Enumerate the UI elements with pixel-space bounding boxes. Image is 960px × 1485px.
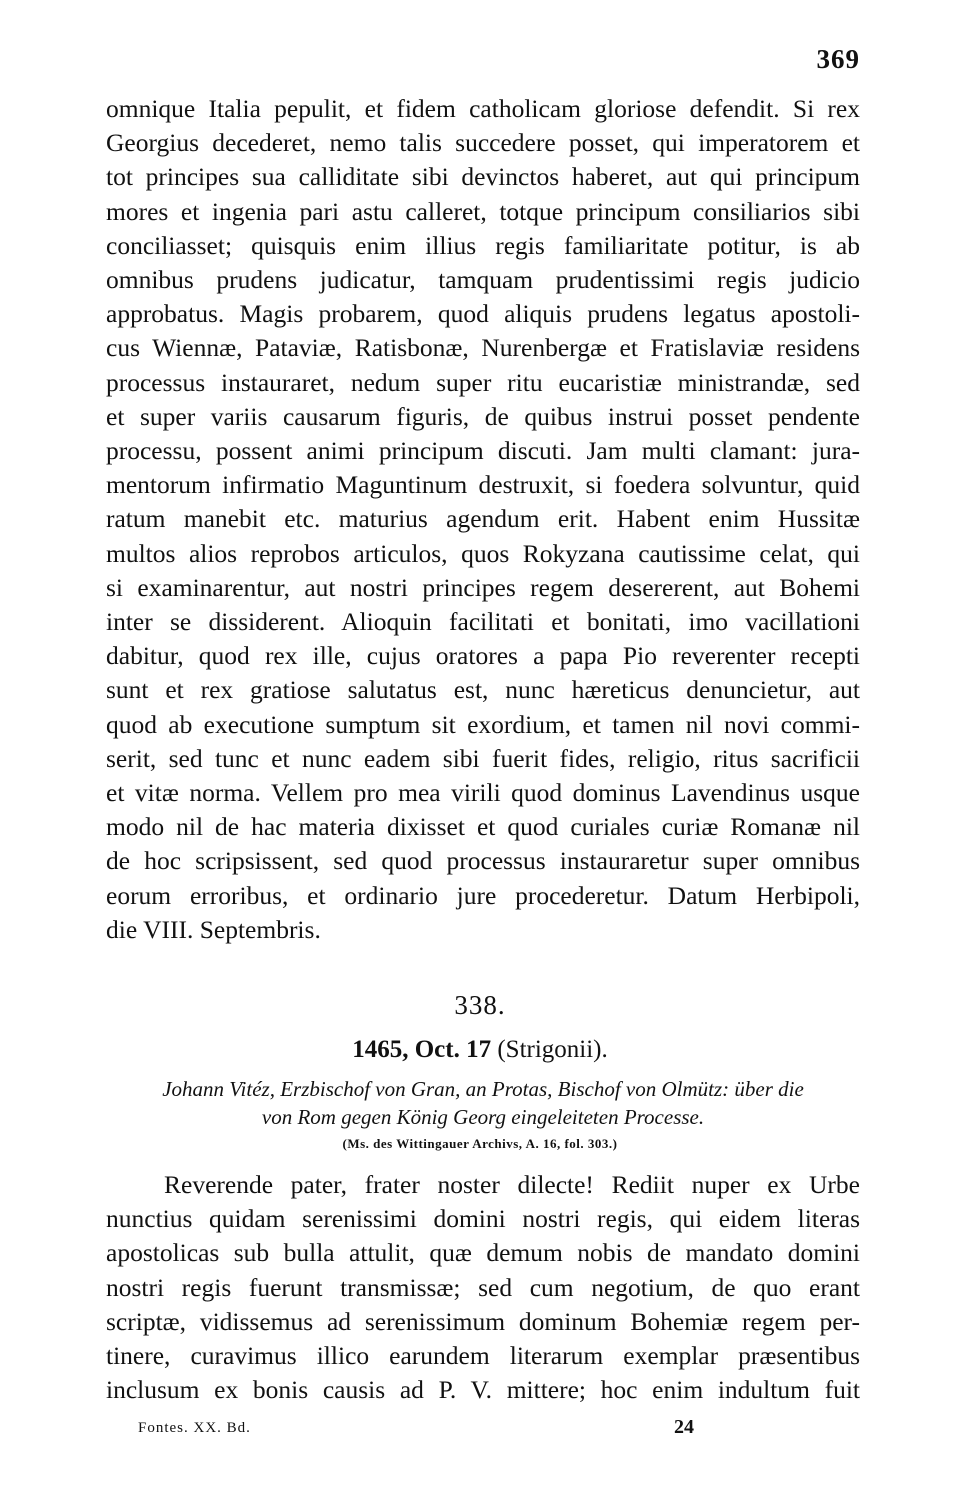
text-line: approbatus. Magis probarem, quod aliquis prudens legatus apostoli- — [106, 299, 860, 329]
footer-signature: Fontes. XX. Bd. — [138, 1420, 251, 1436]
text-line: serit, sed tunc et nunc eadem sibi fuerit fides, religio, ritus sacrificii — [106, 743, 860, 773]
text-line: nunctius quidam serenissimi domini nostri regis, qui eidem literas — [106, 1204, 860, 1234]
text-line: inclusum ex bonis causis ad P. V. mittere; hoc enim indultum fuit — [106, 1375, 860, 1405]
text-line: Reverende pater, frater noster dilecte! Rediit nuper ex Urbe — [164, 1170, 860, 1199]
text-line: ratum manebit etc. maturius agendum erit. Habent enim Hussitæ — [106, 504, 860, 534]
text-line: tinere, curavimus illico earundem literarum exemplar præsentibus — [106, 1341, 860, 1371]
text-line: dabitur, quod rex ille, cujus oratores a papa Pio reverenter recepti — [106, 641, 860, 671]
text-line: Georgius decederet, nemo talis succedere posset, qui imperatorem et — [106, 128, 860, 158]
text-line: inter se dissiderent. Alioquin facilitati et bonitati, imo vacillationi — [106, 607, 860, 637]
source-note: (Ms. des Wittingauer Archivs, A. 16, fol. 303.) — [342, 1136, 618, 1151]
text-line: mentorum infirmatio Maguntinum destruxit, si foedera solvuntur, quid — [106, 470, 860, 500]
continued-paragraph — [106, 92, 860, 947]
text-line: omnibus prudens judicatur, tamquam prudentissimi regis judicio — [106, 265, 860, 295]
text-line: si examinarentur, aut nostri principes regem desererent, aut Bohemi — [106, 572, 860, 602]
text-line: cus Wiennæ, Pataviæ, Ratisbonæ, Nurenbergæ et Fratislaviæ residens — [106, 333, 860, 363]
text-line: die VIII. Septembris. — [106, 914, 321, 944]
document-heading — [106, 1075, 860, 1131]
text-line: conciliasset; quisquis enim illius regis familiaritate potitur, is ab — [106, 230, 860, 260]
page-number: 369 — [816, 44, 860, 74]
text-line: de hoc scripsissent, sed quod processus instauraretur super omnibus — [106, 846, 860, 876]
letter-paragraph — [106, 1168, 860, 1407]
text-line: modo nil de hac materia dixisset et quod curiales curiæ Romanæ nil — [106, 812, 860, 842]
text-line: et vitæ norma. Vellem pro mea virili quod dominus Lavendinus usque — [106, 778, 860, 808]
date-text: 1465, Oct. 17 — [352, 1036, 492, 1063]
text-line: processus instauraret, nedum super ritu eucaristiæ ministrandæ, sed — [106, 367, 860, 397]
text-line: et super variis causarum figuris, de quibus instrui posset pendente — [106, 401, 860, 431]
text-line: nostri regis fuerunt transmissæ; sed cum negotium, de quo erant — [106, 1272, 860, 1302]
text-line: eorum erroribus, et ordinario jure procederetur. Datum Herbipoli, — [106, 880, 860, 910]
document-date — [0, 1036, 960, 1064]
text-line: mores et ingenia pari astu calleret, totque principum consiliarios sibi — [106, 196, 860, 226]
text-line: sunt et rex gratiose salutatus est, nunc hæreticus denuncietur, aut — [106, 675, 860, 705]
text-line: quod ab executione sumptum sit exordium, et tamen nil novi commi- — [106, 709, 860, 739]
date-place: (Strigonii). — [497, 1036, 608, 1063]
text-line: scriptæ, vidissemus ad serenissimum dominum Bohemiæ regem per- — [106, 1306, 860, 1336]
text-line: multos alios reprobos articulos, quos Rokyzana cautissime celat, qui — [106, 538, 860, 568]
heading-line-2: von Rom gegen König Georg eingeleiteten Processe. — [261, 1105, 705, 1129]
sheet-mark: 24 — [674, 1416, 694, 1438]
text-line: omnique Italia pepulit, et fidem catholicam gloriose defendit. Si rex — [106, 94, 860, 123]
text-line: processu, possent animi principum discuti. Jam multi clamant: jura- — [106, 436, 860, 466]
document-number: 338. — [454, 990, 506, 1020]
text-line: apostolicas sub bulla attulit, quæ demum nobis de mandato domini — [106, 1238, 860, 1268]
text-line: tot principes sua calliditate sibi devinctos haberet, aut qui principum — [106, 162, 860, 192]
heading-line-1: Johann Vitéz, Erzbischof von Gran, an Protas, Bischof von Olmütz: über die — [162, 1077, 804, 1101]
